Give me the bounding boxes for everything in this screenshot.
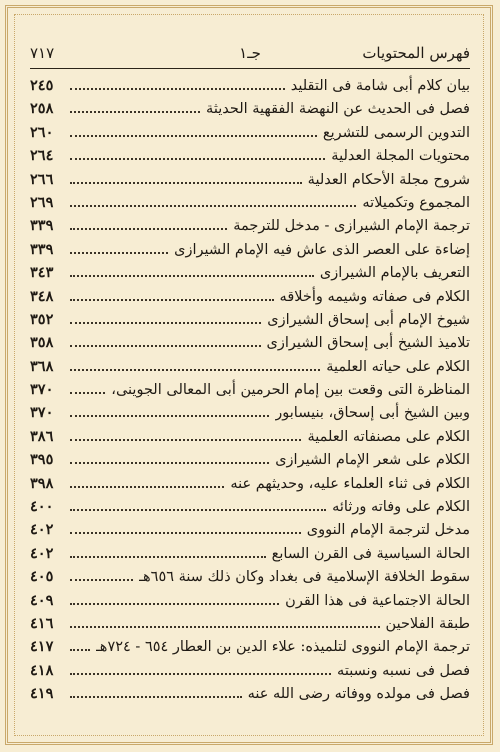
dot-leader — [70, 603, 279, 605]
toc-entry — [30, 355, 470, 378]
toc-entry — [30, 612, 470, 635]
toc-entry-title: سقوط الخلافة الإسلامية فى بغداد وكان ذلك سنة ٦٥٦هـ — [138, 569, 470, 586]
toc-entry-title: التدوين الرسمى للتشريع — [322, 124, 470, 141]
dot-leader — [70, 275, 314, 277]
toc-entry — [30, 401, 470, 424]
toc-entry — [30, 285, 470, 308]
dot-leader — [70, 135, 317, 137]
toc-entry-page: ٢٦٤ — [30, 147, 54, 165]
toc-entry-title: محتويات المجلة العدلية — [331, 148, 470, 165]
dot-leader — [70, 299, 274, 301]
toc-entry-page: ٢٦٦ — [30, 170, 54, 188]
dot-leader — [70, 579, 133, 581]
toc-entry-title: الكلام على وفاته ورثائه — [332, 499, 470, 516]
volume-label: جـ١ — [239, 44, 261, 62]
toc-entry-page: ٣٥٢ — [30, 310, 54, 328]
toc-entry-title: ترجمة الإمام الشيرازى - مدخل للترجمة — [233, 218, 470, 235]
toc-entry — [30, 659, 470, 682]
toc-entry — [30, 542, 470, 565]
header-divider — [30, 68, 470, 69]
toc-entry — [30, 448, 470, 471]
toc-entry-title: تلاميذ الشيخ أبى إسحاق الشيرازى — [266, 335, 470, 352]
toc-entry-page: ٤١٧ — [30, 638, 54, 656]
dot-leader — [70, 439, 301, 441]
toc-entry-page: ٣٣٩ — [30, 240, 54, 258]
toc-entry-page: ٤٠٢ — [30, 521, 54, 539]
dot-leader — [70, 509, 326, 511]
toc-entry-page: ٢٦٩ — [30, 193, 54, 211]
dot-leader — [70, 158, 325, 160]
dot-leader — [70, 111, 200, 113]
dot-leader — [70, 532, 301, 534]
dot-leader — [70, 345, 261, 347]
toc-entry-title: شروح مجلة الأحكام العدلية — [307, 171, 470, 188]
toc-entry-page: ٣٣٩ — [30, 217, 54, 235]
toc-entry-title: الكلام على مصنفاته العلمية — [307, 428, 470, 445]
toc-entry — [30, 308, 470, 331]
page-number: ٧١٧ — [30, 44, 55, 62]
dot-leader — [70, 696, 242, 698]
dot-leader — [70, 205, 356, 207]
toc-entry — [30, 121, 470, 144]
toc-entry-title: المجموع وتكميلاته — [362, 194, 470, 211]
dot-leader — [70, 556, 266, 558]
toc-entry-title: الحالة السياسية فى القرن السابع — [271, 545, 470, 562]
toc-entry-title: الكلام على شعر الإمام الشيرازى — [275, 452, 470, 469]
toc-entry-title: فصل فى نسبه ونسبته — [337, 662, 470, 679]
toc-entry-page: ٣٥٨ — [30, 334, 54, 352]
toc-entry — [30, 144, 470, 167]
toc-entry-page: ٣٤٣ — [30, 264, 54, 282]
toc-entry-title: التعريف بالإمام الشيرازى — [319, 265, 470, 282]
toc-entry-page: ٢٤٥ — [30, 77, 54, 94]
toc-entry-title: الحالة الاجتماعية فى هذا القرن — [285, 592, 470, 609]
dot-leader — [70, 88, 285, 90]
running-header — [30, 40, 470, 68]
toc-entry — [30, 565, 470, 588]
toc-entry — [30, 191, 470, 214]
toc-entry — [30, 682, 470, 705]
toc-entry — [30, 495, 470, 518]
toc-entry-page: ٣٨٦ — [30, 427, 54, 445]
toc-entry-page: ٣٧٠ — [30, 404, 54, 422]
dot-leader — [70, 228, 227, 230]
toc-entry-page: ٢٥٨ — [30, 100, 54, 118]
toc-entry-page: ٤٠٠ — [30, 498, 54, 516]
toc-entry-title: إضاءة على العصر الذى عاش فيه الإمام الشيرازى — [174, 241, 470, 258]
toc-entry-title: الكلام فى صفاته وشيمه وأخلاقه — [279, 288, 470, 305]
toc-entry-title: بيان كلام أبى شامة فى التقليد — [290, 78, 470, 94]
toc-entry — [30, 331, 470, 354]
table-of-contents — [30, 74, 470, 706]
toc-entry-page: ٤٠٢ — [30, 544, 54, 562]
dot-leader — [70, 626, 380, 628]
toc-entry-page: ٤٠٥ — [30, 568, 54, 586]
toc-entry-page: ٣٩٥ — [30, 451, 54, 469]
toc-entry — [30, 472, 470, 495]
dot-leader — [70, 649, 90, 651]
dot-leader — [70, 392, 105, 394]
toc-entry — [30, 635, 470, 658]
toc-entry-title: مدخل لترجمة الإمام النووى — [306, 522, 470, 539]
toc-entry — [30, 378, 470, 401]
toc-entry-page: ٤١٨ — [30, 661, 54, 679]
header-title: فهرس المحتويات — [362, 44, 470, 62]
toc-entry-title: شيوخ الإمام أبى إسحاق الشيرازى — [267, 311, 470, 328]
toc-entry-title: فصل فى مولده ووفاته رضى الله عنه — [247, 686, 470, 703]
dot-leader — [70, 322, 261, 324]
toc-entry-page: ٣٧٠ — [30, 381, 54, 399]
toc-entry — [30, 238, 470, 261]
toc-entry — [30, 425, 470, 448]
toc-entry-page: ٣٦٨ — [30, 357, 54, 375]
toc-entry-title: المناظرة التى وقعت بين إمام الحرمين أبى المعالى الجوينى، — [111, 382, 470, 399]
toc-entry-page: ٤٠٩ — [30, 591, 54, 609]
dot-leader — [70, 415, 269, 417]
toc-entry-title: وبين الشيخ أبى إسحاق، بنيسابور — [275, 405, 470, 422]
dot-leader — [70, 486, 224, 488]
dot-leader — [70, 369, 320, 371]
dot-leader — [70, 182, 302, 184]
toc-entry — [30, 518, 470, 541]
dot-leader — [70, 462, 269, 464]
toc-entry-page: ٣٩٨ — [30, 474, 54, 492]
toc-entry-title: الكلام فى ثناء العلماء عليه، وحديثهم عنه — [230, 475, 470, 492]
dot-leader — [70, 252, 168, 254]
toc-entry — [30, 214, 470, 237]
toc-entry-title: ترجمة الإمام النووى لتلميذه: علاء الدين بن العطار ٦٥٤ - ٧٢٤هـ — [95, 639, 470, 656]
toc-entry-page: ٤١٩ — [30, 685, 54, 703]
toc-entry — [30, 168, 470, 191]
toc-entry — [30, 589, 470, 612]
toc-entry — [30, 261, 470, 284]
toc-entry — [30, 97, 470, 120]
toc-entry-page: ٤١٦ — [30, 614, 54, 632]
toc-entry-page: ٢٦٠ — [30, 123, 54, 141]
toc-entry-title: الكلام على حياته العلمية — [326, 358, 470, 375]
toc-entry — [30, 74, 470, 97]
toc-entry-title: فصل فى الحديث عن النهضة الفقهية الحديثة — [206, 101, 470, 118]
toc-entry-page: ٣٤٨ — [30, 287, 54, 305]
toc-entry-title: طبقة الفلاحين — [385, 615, 470, 632]
dot-leader — [70, 673, 331, 675]
